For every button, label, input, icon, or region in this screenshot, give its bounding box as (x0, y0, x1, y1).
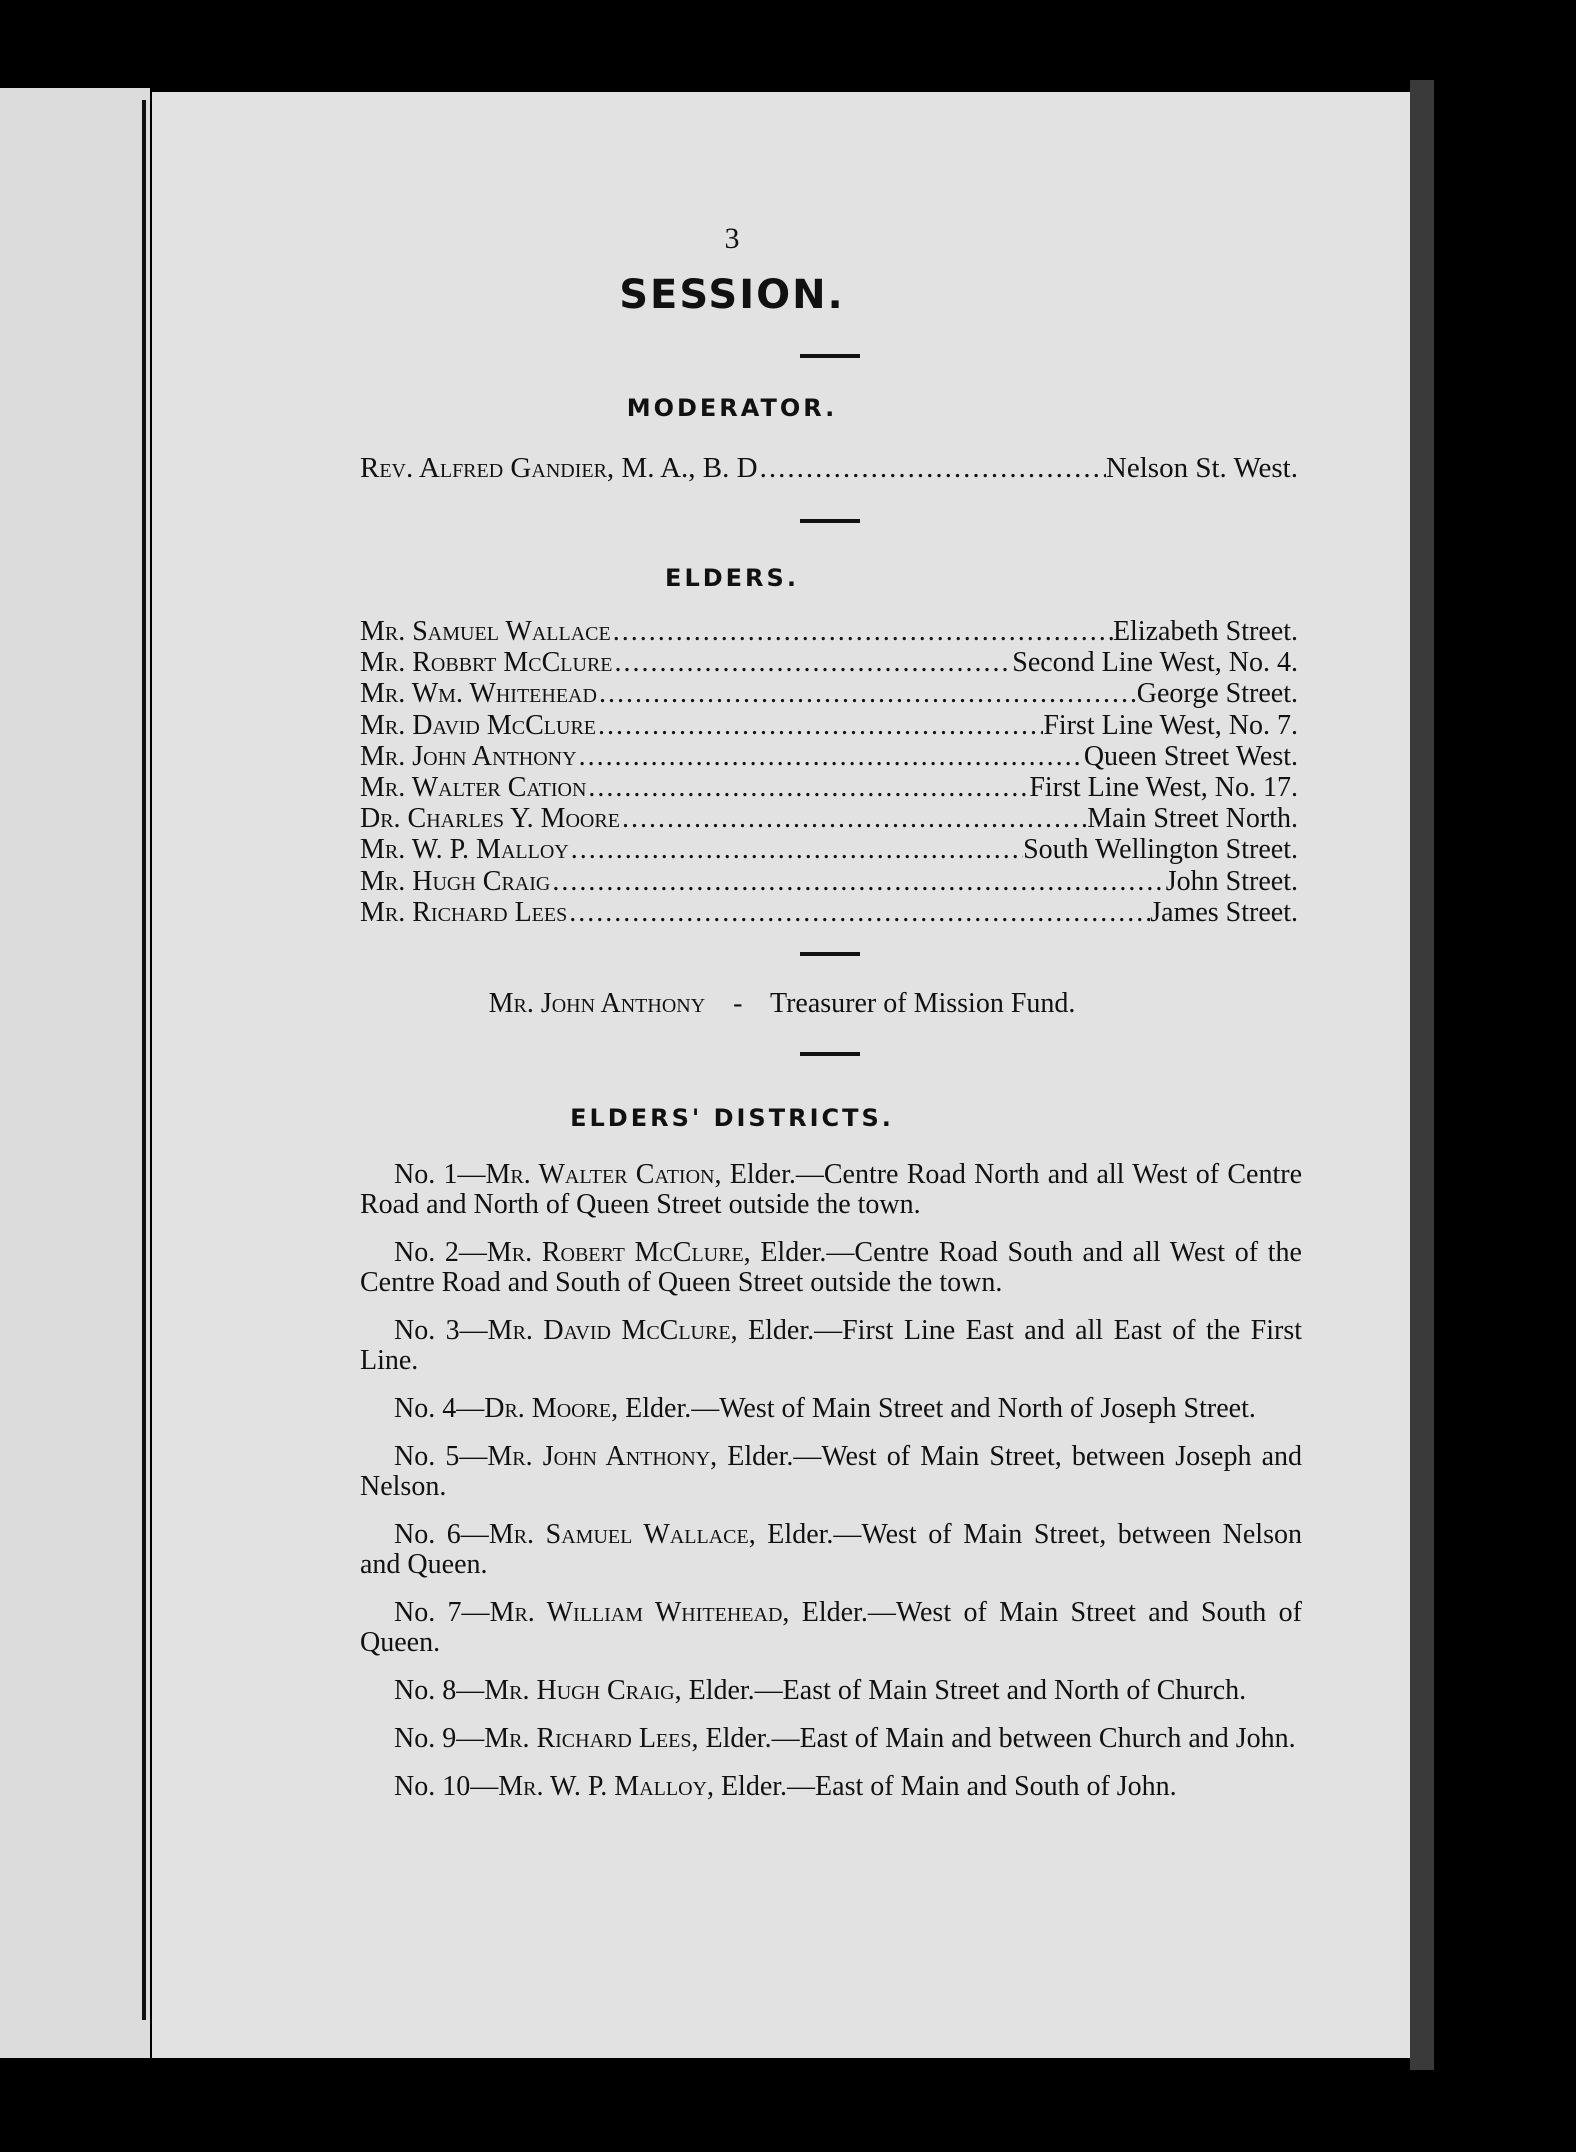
moderator-place: Nelson St. West. (1105, 452, 1298, 484)
document-page (152, 92, 1410, 2058)
district-entry (360, 1520, 1302, 1580)
district-elder-name: Mr. Samuel Wallace (488, 1519, 749, 1550)
moderator-entry (360, 452, 1298, 484)
district-description: , Elder.—West of Main Street and South of Queen. (360, 1597, 1302, 1658)
district-number: No. 5— (394, 1441, 488, 1472)
elder-place: George Street. (1136, 678, 1298, 710)
district-number: No. 9— (394, 1723, 485, 1754)
district-entry (360, 1772, 1302, 1802)
dot-leader (611, 616, 1113, 648)
elder-name: Mr. Richard Lees (360, 896, 568, 928)
treasurer-role: Treasurer of Mission Fund. (769, 988, 1076, 1019)
elder-place: Second Line West, No. 4. (1012, 647, 1298, 679)
divider-rule (800, 952, 860, 956)
elder-place: Elizabeth Street. (1112, 616, 1298, 647)
elder-name: Mr. W. P. Malloy (360, 834, 569, 866)
elder-entry (360, 741, 1298, 773)
treasurer-line (152, 988, 1412, 1020)
page-number: 3 (724, 222, 740, 255)
page-edge-shadow (1410, 80, 1434, 2070)
book-gutter (142, 100, 146, 2020)
moderator-name: Rev. Alfred Gandier, M. A., B. D (360, 452, 758, 484)
district-description: , Elder.—Centre Road South and all West of the Centre Road and South of Queen Street outside the town. (360, 1237, 1302, 1298)
elder-place: South Wellington Street. (1023, 834, 1298, 866)
district-elder-name: Mr. John Anthony (487, 1441, 711, 1472)
elder-entry (360, 803, 1298, 835)
elder-place: James Street. (1150, 896, 1298, 928)
elder-name: Mr. David McClure (360, 709, 596, 741)
dot-leader (613, 647, 1013, 679)
dot-leader (550, 866, 1165, 898)
district-elder-name: Mr. W. P. Malloy (498, 1771, 707, 1802)
district-elder-name: Mr. Hugh Craig (484, 1675, 675, 1706)
district-entry (360, 1598, 1302, 1658)
district-entry (360, 1442, 1302, 1502)
dot-leader (596, 710, 1043, 742)
elder-name: Mr. Hugh Craig (360, 865, 551, 897)
district-description: , Elder.—East of Main and South of John. (706, 1771, 1177, 1802)
district-elder-name: Mr. Richard Lees (484, 1723, 692, 1754)
divider-rule (800, 519, 860, 523)
elder-entry (360, 834, 1298, 866)
elder-name: Mr. John Anthony (360, 740, 577, 772)
elder-entry (360, 866, 1298, 898)
elder-entry (360, 897, 1298, 929)
district-entry (360, 1394, 1302, 1424)
elder-place: Queen Street West. (1083, 740, 1298, 772)
elders-heading: ELDERS. (665, 564, 799, 592)
elder-entry (360, 710, 1298, 742)
dot-leader (758, 452, 1106, 484)
divider-rule (800, 1052, 860, 1056)
elder-entry (360, 678, 1298, 710)
district-number: No. 6— (394, 1519, 489, 1550)
elder-name: Mr. Samuel Wallace (360, 616, 611, 647)
district-description: , Elder.—West of Main Street, between Joseph and Nelson. (360, 1441, 1302, 1502)
dot-leader (586, 772, 1029, 804)
district-description: , Elder.—Centre Road North and all West of Centre Road and North of Queen Street outside the town. (360, 1159, 1302, 1220)
elder-name: Mr. Wm. Whitehead (360, 678, 597, 710)
district-entry (360, 1160, 1302, 1220)
elder-place: First Line West, No. 17. (1029, 772, 1298, 803)
elder-place: John Street. (1165, 865, 1298, 897)
district-description: , Elder.—First Line East and all East of the First Line. (360, 1315, 1302, 1376)
district-number: No. 7— (394, 1597, 490, 1628)
district-entry (360, 1316, 1302, 1376)
dot-leader (569, 834, 1023, 866)
elder-entry (360, 616, 1298, 648)
district-entry (360, 1724, 1302, 1754)
elder-name: Mr. Robbrt McClure (360, 647, 613, 679)
elder-entry (360, 647, 1298, 679)
district-description: , Elder.—West of Main Street, between Nelson and Queen. (360, 1519, 1302, 1580)
elder-entry (360, 772, 1298, 804)
districts-list (360, 1160, 1302, 1820)
district-number: No. 3— (394, 1315, 488, 1346)
facing-page-edge (0, 88, 150, 2058)
elder-name: Mr. Walter Cation (360, 772, 587, 803)
elder-place: Main Street North. (1087, 803, 1298, 835)
elder-name: Dr. Charles Y. Moore (360, 803, 620, 835)
moderator-heading: MODERATOR. (626, 394, 838, 422)
page-title: SESSION. (619, 272, 845, 318)
district-elder-name: Mr. Walter Cation (485, 1159, 715, 1190)
district-number: No. 8— (394, 1675, 485, 1706)
treasurer-separator: - (733, 988, 743, 1019)
district-description: , Elder.—East of Main Street and North of Church. (674, 1675, 1247, 1706)
district-elder-name: Mr. Robert McClure (486, 1237, 744, 1268)
district-elder-name: Dr. Moore (484, 1393, 612, 1424)
district-number: No. 2— (394, 1237, 487, 1268)
district-entry (360, 1238, 1302, 1298)
districts-heading: ELDERS' DISTRICTS. (570, 1104, 894, 1132)
district-number: No. 10— (394, 1771, 499, 1802)
district-number: No. 1— (394, 1159, 486, 1190)
district-description: , Elder.—West of Main Street and North of Joseph Street. (611, 1393, 1256, 1424)
dot-leader (567, 897, 1150, 929)
elder-place: First Line West, No. 7. (1043, 709, 1298, 741)
district-description: , Elder.—East of Main and between Church and John. (691, 1723, 1296, 1754)
divider-rule (800, 354, 860, 358)
dot-leader (620, 803, 1087, 835)
district-entry (360, 1676, 1302, 1706)
district-number: No. 4— (394, 1393, 485, 1424)
district-elder-name: Mr. David McClure (487, 1315, 731, 1346)
treasurer-name: Mr. John Anthony (488, 988, 706, 1019)
dot-leader (577, 741, 1084, 773)
dot-leader (597, 678, 1137, 710)
district-elder-name: Mr. William Whitehead (489, 1597, 783, 1628)
